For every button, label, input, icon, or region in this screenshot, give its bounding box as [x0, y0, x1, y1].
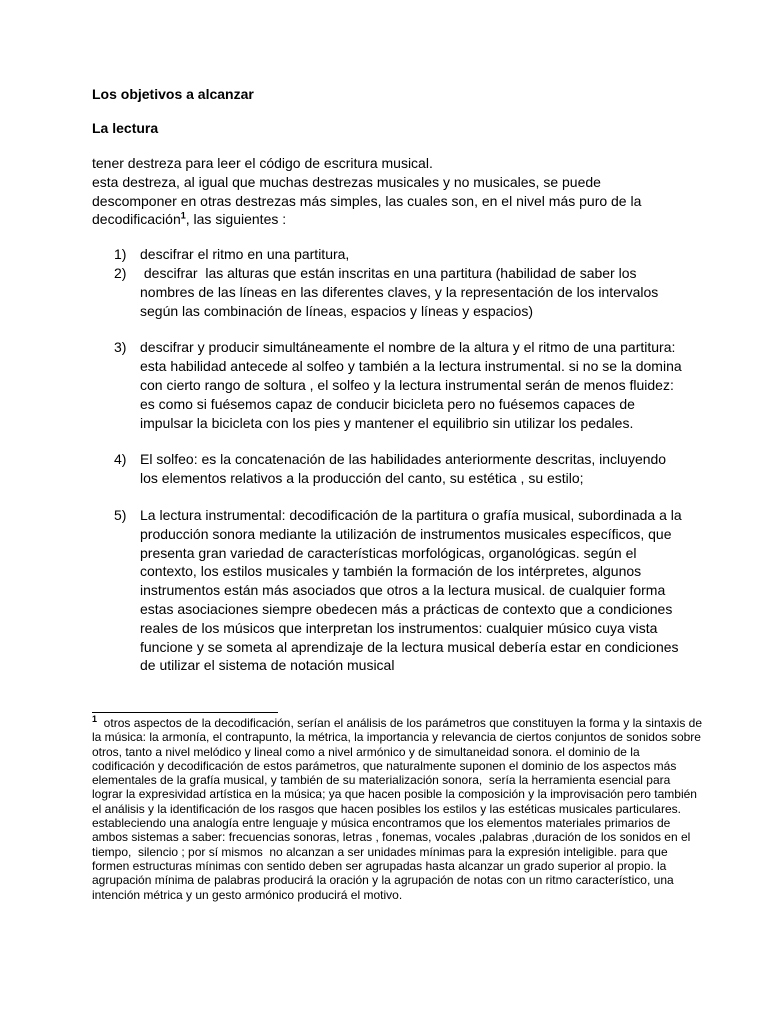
- list-item: [92, 506, 682, 675]
- list-number: 5): [114, 506, 127, 523]
- list-item: [92, 450, 682, 488]
- footnote-text: otros aspectos de la decodificación, serían el análisis de los parámetros que constituyen la forma y la sintaxis de la música: la armonía, el contrapunto, la métrica, la importancia y relevancia de ciertos conjuntos de sonidos sobre otros, tanto a nivel melódico y lineal como a nivel armónico y de simultaneidad sonora. el dominio de la codificación y decodificación de estos parámetros, que naturalmente suponen el dominio de los aspectos más elementales de la grafía musical, y también de su materialización sonora, sería la herramienta esencial para lograr la expresividad artística en la música; ya que hacen posible la composición y la improvisación pero también el análisis y la identificación de los rasgos que hacen posibles los estilos y las estéticas musicales particulares. estableciendo una analogía entre lenguaje y música encontramos que los elementos materiales primarios de ambos sistemas a saber: frecuencias sonoras, letras , fonemas, vocales ,palabras ,duración de los sonidos en el tiempo, silencio ; por sí mismos no alcanzan a ser unidades mínimas para la expresión inteligible. para que formen estructuras mínimas con sentido deben ser agrupadas hasta alcanzar un grado superior al propio. la agrupación mínima de palabras producirá la oración y la agrupación de notas con un ritmo característico, una intención métrica y un gesto armónico producirá el motivo.: [92, 716, 706, 902]
- list-item: [92, 245, 682, 264]
- list-number: 3): [114, 339, 127, 356]
- list-item-text: descifrar y producir simultáneamente el nombre de la altura y el ritmo de una partitura: esta habilidad antecede al solfeo y también a la lectura instrumental. si no se la domina con cierto rango de soltura , el solfeo y la lectura instrumental serán de menos fluidez: es como si fuésemos capaz de conducir bicicleta pero no fuésemos capaces de impulsar la bicicleta con los pies y mantener el equilibrio sin utilizar los pedales.: [140, 339, 682, 431]
- list-number: 1): [114, 246, 127, 263]
- list-item: [92, 338, 682, 432]
- list-item: [92, 264, 682, 320]
- footnote-reference[interactable]: 1: [180, 210, 186, 221]
- footnote: [92, 716, 704, 902]
- footnote-separator: [92, 712, 278, 713]
- footnote-marker: 1: [92, 714, 98, 724]
- document-title: Los objetivos a alcanzar: [92, 86, 254, 102]
- list-number: 2): [114, 264, 127, 281]
- intro-text: tener destreza para leer el código de escritura musical. esta destreza, al igual que muchas destrezas musicales y no musicales, se puede descomponer en otras destrezas más simples, las cuales son, en el nivel más puro de la: [92, 155, 642, 209]
- numbered-list: [92, 245, 682, 675]
- intro-paragraph: [92, 154, 682, 229]
- list-number: 4): [114, 451, 127, 468]
- list-item-text: El solfeo: es la concatenación de las habilidades anteriormente descritas, incluyendo los elementos relativos a la producción del canto, su estética , su estilo;: [140, 451, 667, 487]
- list-item-text: descifrar las alturas que están inscritas en una partitura (habilidad de saber los nombres de las líneas en las diferentes claves, y la representación de los intervalos según las combinación de líneas, espacios y líneas y espacios): [140, 264, 663, 319]
- document-body: [92, 85, 682, 693]
- list-item-text: descifrar el ritmo en una partitura,: [140, 246, 350, 263]
- section-heading: La lectura: [92, 120, 159, 136]
- intro-tail-after: , las siguientes :: [185, 211, 287, 228]
- list-item-text: La lectura instrumental: decodificación de la partitura o grafía musical, subordinada a la producción sonora mediante la utilización de instrumentos musicales específicos, que presenta gran variedad de características morfológicas, organológicas. según el contexto, los estilos musicales y también la formación de los intérpretes, algunos instrumentos están más asociados que otros a la lectura musical. de cualquier forma estas asociaciones siempre obedecen más a prácticas de contexto que a condiciones reales de los músicos que interpretan los instrumentos: cualquier músico cuya vista funcione y se someta al aprendizaje de la lectura musical debería estar en condiciones de utilizar el sistema de notación musical: [140, 506, 682, 674]
- intro-tail-before: decodificación: [92, 211, 181, 228]
